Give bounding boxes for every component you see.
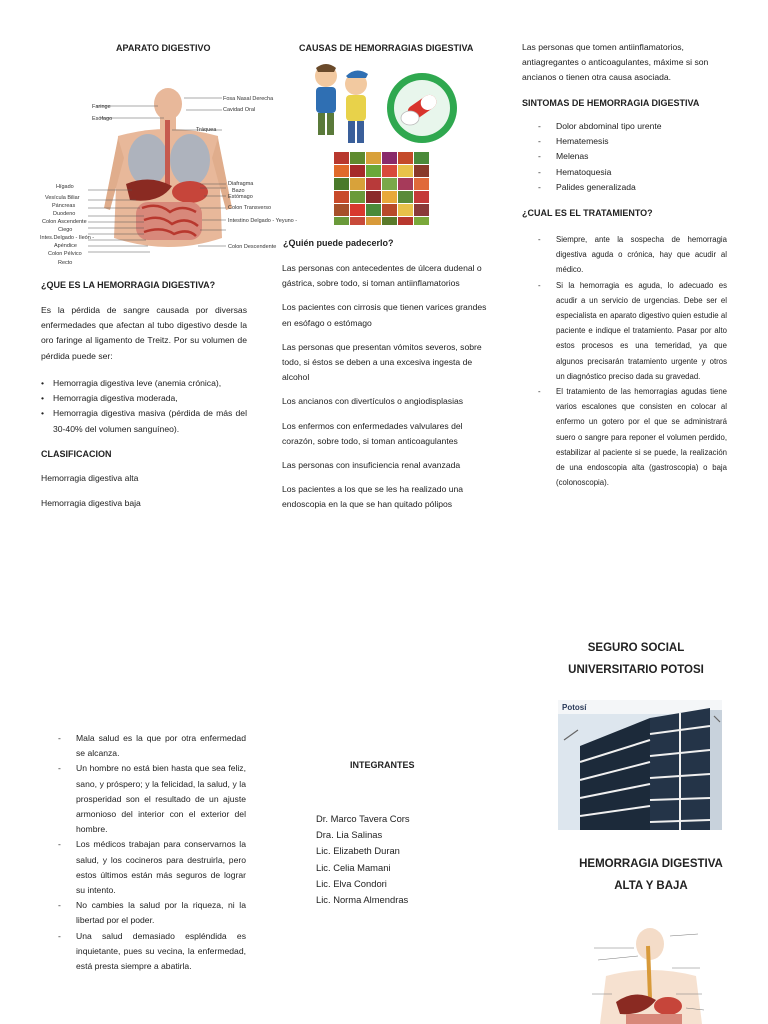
member-item: Dra. Lia Salinas — [316, 829, 383, 841]
que-es-heading: ¿QUE ES LA HEMORRAGIA DIGESTIVA? — [41, 280, 216, 290]
member-item: Lic. Elva Condori — [316, 877, 387, 889]
label-estomago: Estómago — [228, 194, 253, 200]
list-item: • Hemorragia digestiva masiva (pérdida de más del 30-40% del volumen sanguíneo). — [41, 406, 247, 436]
org-line-2: UNIVERSITARIO POTOSI — [568, 664, 704, 676]
label-esofago: Esófago — [92, 116, 113, 122]
list-item: - Hematoquesia — [536, 165, 736, 180]
label-bazo: Bazo — [232, 188, 245, 194]
risk-paragraph: Los pacientes con cirrosis que tienen varices grandes en esófago o estómago — [282, 302, 487, 328]
label-higado: Hígado — [56, 184, 74, 190]
building-sign: Potosí — [562, 703, 587, 712]
brochure-title — [536, 853, 766, 897]
integrantes-heading: INTEGRANTES — [350, 760, 415, 770]
col3-intro: Las personas que tomen antiinflamatorios, antiagregantes o anticoagulantes, máxime si son ancianos o tienen otra causa asociada. — [522, 42, 709, 83]
list-item: - Melenas — [536, 149, 736, 164]
list-item: - Dolor abdominal tipo urente — [536, 119, 736, 134]
causas-title: CAUSAS DE HEMORRAGIAS DIGESTIVA — [299, 43, 474, 53]
list-item: • Hemorragia digestiva leve (anemia crónica), — [41, 376, 247, 391]
list-item: - El tratamiento de las hemorragias agudas tiene varios escalones que consisten en colocar al enfermo un gotero por el que se administrará suero o sangre para reponer el volumen perdido, estabilizar al paciente si se puede, la realización de una endoscopia alta (gastroscopia) o baja (colonoscopia). — [536, 384, 727, 490]
member-item: Lic. Celia Mamani — [316, 861, 391, 873]
label-pancreas: Páncreas — [52, 203, 76, 209]
label-vesicula: Vesícula Biliar — [45, 195, 80, 201]
digestive-system-illustration — [586, 926, 716, 1024]
list-item: - Hematemesis — [536, 134, 736, 149]
label-traquea: Tráquea — [196, 127, 217, 133]
risk-paragraph: Los ancianos con divertículos o angiodisplasias — [282, 396, 464, 407]
label-ciego: Ciego — [58, 227, 73, 233]
clasificacion-baja: Hemorragia digestiva baja — [41, 498, 141, 508]
sintomas-list — [536, 119, 736, 195]
quote-item: - Mala salud es la que por otra enfermedad se alcanza. — [56, 731, 246, 761]
label-fosa-nasal: Fosa Nasal Derecha — [223, 96, 274, 102]
tratamiento-heading: ¿CUAL ES EL TRATAMIENTO? — [522, 208, 653, 218]
list-item: - Si la hemorragia es aguda, lo adecuado es acudir a un servicio de urgencias. Debe ser el especialista en aparato digestivo quien estudie al paciente e indique el tratamiento. Pasar por alto estos procesos es una temeridad, ya que algunos precisarán tratamiento urgente y otros un diagnóstico preciso dada su gravedad. — [536, 278, 727, 384]
list-item: - Palides generalizada — [536, 180, 736, 195]
list-item: - Siempre, ante la sospecha de hemorragia digestiva aguda o crónica, hay que acudir al médico. — [536, 232, 727, 278]
clasificacion-alta: Hemorragia digestiva alta — [41, 473, 139, 483]
label-recto: Recto — [58, 260, 73, 266]
label-apendice: Apéndice — [54, 243, 77, 249]
sintomas-heading: SINTOMAS DE HEMORRAGIA DIGESTIVA — [522, 98, 700, 108]
tratamiento-list — [536, 232, 727, 490]
label-cavidad-oral: Cavidad Oral — [223, 107, 256, 113]
label-colon-transverso: Colon Transverso — [228, 205, 272, 211]
definition-paragraph: Es la pérdida de sangre causada por diversas enfermedades que afectan al tubo digestivo desde la oro faringe al ligamento de Treitz. Por su volumen de pérdida puede ser: — [41, 305, 247, 361]
risk-paragraph: Los enfermos con enfermedades valvulares del corazón, sobre todo, si toman anticoagulantes — [282, 420, 463, 446]
title-line-1: HEMORRAGIA DIGESTIVA — [579, 858, 723, 870]
risk-paragraph: Las personas con antecedentes de úlcera dudenal o gástrica, sobre todo, si toman antiinflamatorios — [282, 263, 482, 289]
anatomy-illustration — [40, 88, 298, 270]
org-line-1: SEGURO SOCIAL — [587, 642, 685, 654]
clasificacion-heading: CLASIFICACION — [41, 449, 112, 459]
risk-paragraph: Las personas que presentan vómitos severos, sobre todo, si éstos se deben a una excesiva ingesta de alcohol — [282, 341, 482, 383]
label-colon-pelvico: Colon Pélvico — [48, 251, 82, 257]
label-diafragma: Diafragma — [228, 181, 254, 187]
organization-name — [536, 637, 736, 681]
aparato-digestivo-title: APARATO DIGESTIVO — [116, 43, 211, 53]
bleeding-types-list — [41, 376, 247, 437]
label-faringe: Faringe — [92, 104, 111, 110]
label-colon-descendente: Colon Descendente — [228, 244, 277, 250]
label-colon-ascendente: Colon Ascendente — [42, 219, 87, 225]
risk-groups — [282, 261, 488, 522]
title-line-2: ALTA Y BAJA — [614, 880, 688, 892]
members-list — [316, 811, 410, 908]
quotes-list — [56, 731, 246, 974]
member-item: Dr. Marco Tavera Cors — [316, 813, 410, 824]
causes-illustration — [302, 62, 462, 228]
quien-heading: ¿Quién puede padecerlo? — [283, 238, 394, 248]
quote-item: - Un hombre no está bien hasta que sea feliz, sano, y próspero; y la felicidad, la salud, y la prosperidad son el resultado de un ajuste armonioso del interior con el exterior del hombre. — [56, 761, 246, 837]
building-photo — [558, 700, 722, 830]
risk-paragraph: Los pacientes a los que se les ha realizado una endoscopia en la que se han quitado pólipos — [282, 484, 464, 510]
risk-paragraph: Las personas con insuficiencia renal avanzada — [282, 460, 461, 471]
member-item: Lic. Elizabeth Duran — [316, 845, 400, 857]
label-intestino-delgado: Intestino Delgado - Yeyuno - — [228, 218, 298, 224]
label-duodeno: Duodeno — [53, 211, 76, 217]
member-item: Lic. Norma Almendras — [316, 894, 409, 906]
quote-item: - Una salud demasiado espléndida es inquietante, pues su vecina, la enfermedad, está presta siempre a abatirla. — [56, 929, 246, 975]
quote-item: - Los médicos trabajan para conservarnos la salud, y los cocineros para destruirla, pero estos últimos están más seguros de lograr su intento. — [56, 837, 246, 898]
label-ileon: Intes.Delgado - Ileón - — [40, 235, 95, 241]
list-item: • Hemorragia digestiva moderada, — [41, 391, 247, 406]
quote-item: - No cambies la salud por la riqueza, ni la libertad por el poder. — [56, 898, 246, 928]
